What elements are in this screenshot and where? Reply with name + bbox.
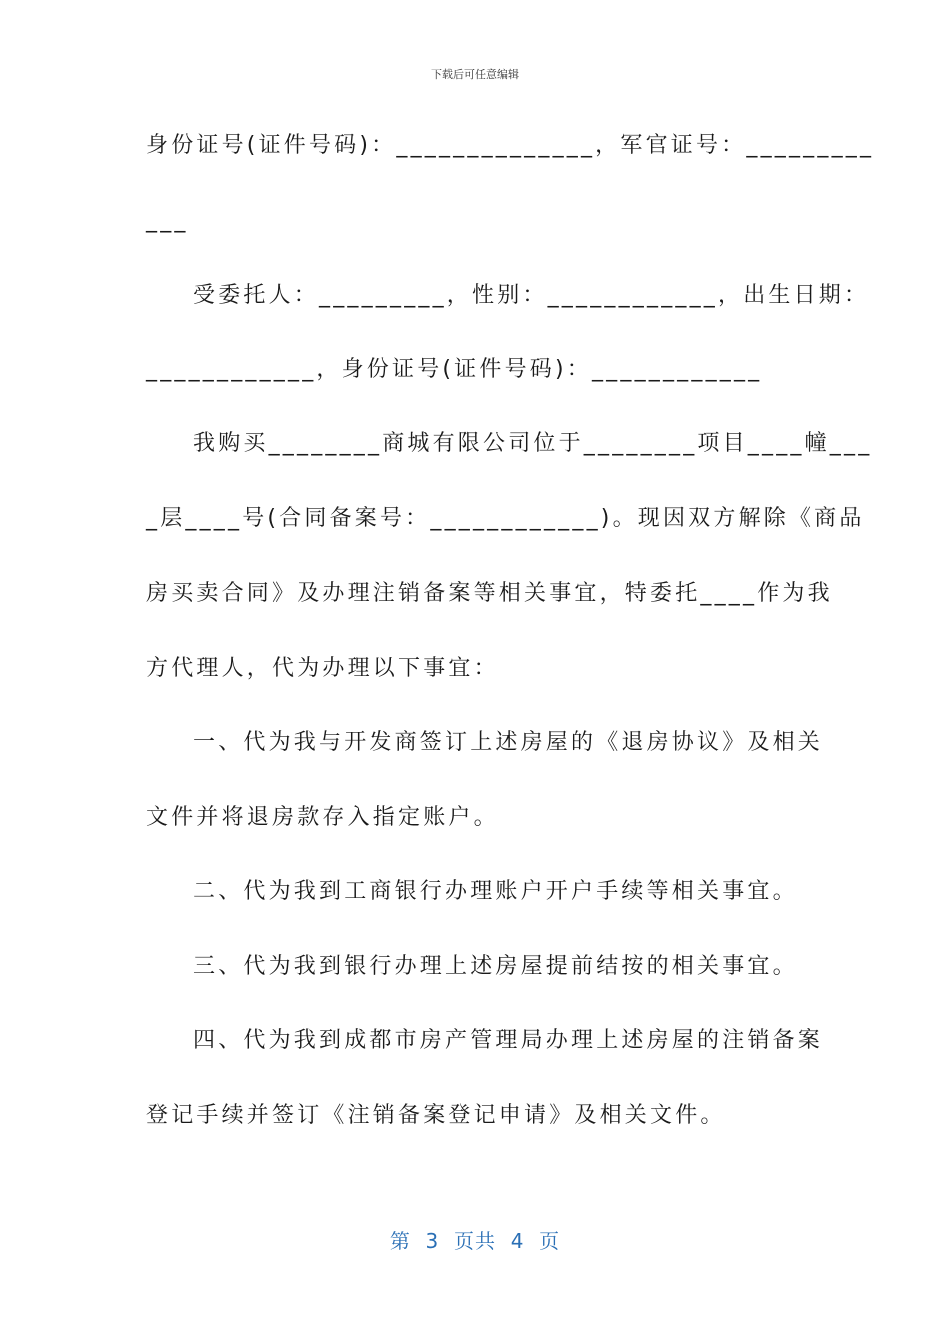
- text-line: _层____号(合同备案号：____________)。现因双方解除《商品: [146, 506, 865, 531]
- text-line: 受委托人：_________，性别：____________，出生日期：: [193, 283, 870, 308]
- text-line: ___: [146, 208, 189, 233]
- text-line: 方代理人，代为办理以下事宜：: [146, 656, 499, 681]
- text-line: 房买卖合同》及办理注销备案等相关事宜，特委托____作为我: [146, 581, 833, 606]
- text-line: 我购买________商城有限公司位于________项目____幢___: [193, 431, 873, 456]
- text-line: 二、代为我到工商银行办理账户开户手续等相关事宜。: [193, 879, 798, 904]
- text-line: 四、代为我到成都市房产管理局办理上述房屋的注销备案: [193, 1028, 824, 1053]
- text-line: 一、代为我与开发商签订上述房屋的《退房协议》及相关: [193, 730, 824, 755]
- page-header: 下载后可任意编辑: [431, 68, 519, 81]
- text-line: 三、代为我到银行办理上述房屋提前结按的相关事宜。: [193, 954, 798, 979]
- text-line: 登记手续并签订《注销备案登记申请》及相关文件。: [146, 1103, 726, 1128]
- text-line: ____________，身份证号(证件号码)：____________: [146, 357, 763, 382]
- text-line: 文件并将退房款存入指定账户。: [146, 805, 499, 830]
- text-line: 身份证号(证件号码)：______________，军官证号：_________: [146, 133, 875, 158]
- page-number-footer: 第 3 页共 4 页: [389, 1229, 561, 1253]
